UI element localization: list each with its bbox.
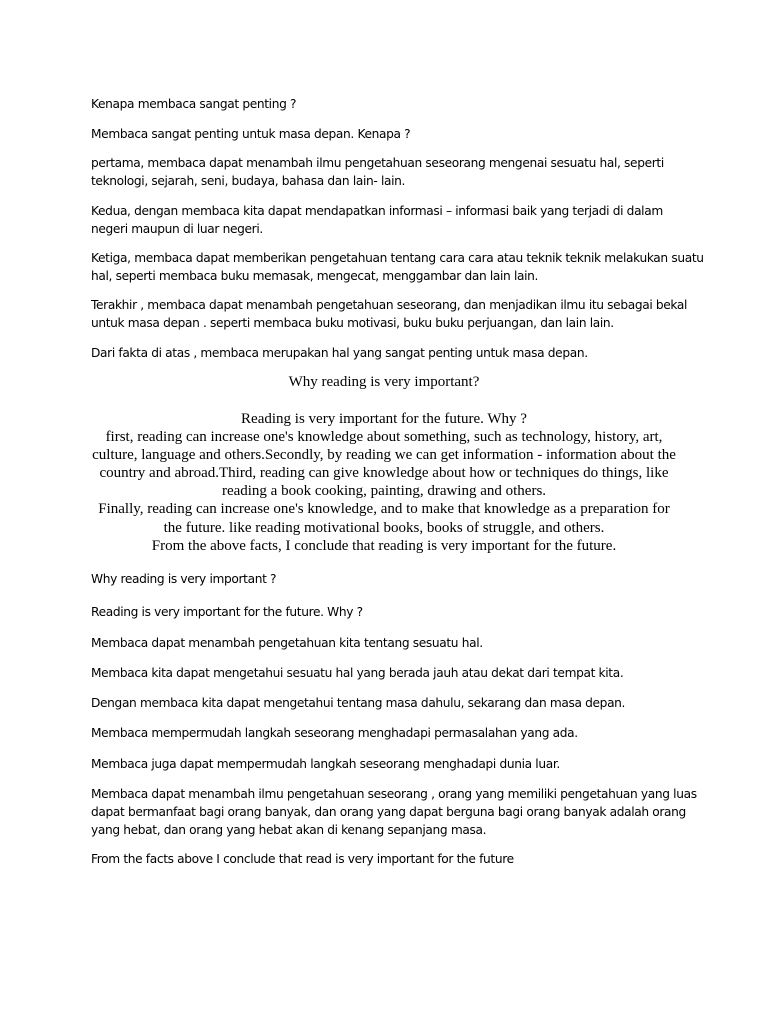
paragraph-line: Terakhir , membaca dapat menambah pengetahuan seseorang, dan menjadikan ilmu itu sebagai bekal [91, 298, 688, 312]
english-line: the future. like reading motivational books, books of struggle, and others. [163, 519, 605, 536]
paragraph-line: hal, seperti membaca buku memasak, mengecat, menggambar dan lain lain. [91, 269, 539, 283]
indonesian-paragraph-2 [91, 202, 691, 238]
indonesian-intro: Membaca sangat penting untuk masa depan. Kenapa ? [91, 127, 411, 141]
paragraph-line: Membaca dapat menambah ilmu pengetahuan seseorang , orang yang memiliki pengetahuan yang luas [91, 787, 697, 801]
second-section-paragraph-1: Membaca dapat menambah pengetahuan kita tentang sesuatu hal. [91, 636, 483, 650]
english-line: country and abroad.Third, reading can give knowledge about how or techniques do things, like [99, 465, 669, 482]
second-section-conclusion: From the facts above I conclude that read is very important for the future [91, 852, 514, 866]
english-line: From the above facts, I conclude that reading is very important for the future. [151, 537, 617, 554]
second-section-title: Why reading is very important ? [91, 572, 277, 586]
paragraph-line: pertama, membaca dapat menambah ilmu pengetahuan seseorang mengenai sesuatu hal, seperti [91, 156, 664, 170]
paragraph-line: untuk masa depan . seperti membaca buku motivasi, buku buku perjuangan, dan lain lain. [91, 316, 614, 330]
english-title: Why reading is very important? [288, 374, 480, 390]
english-line: culture, language and others.Secondly, by reading we can get information - information about the [92, 447, 676, 464]
second-section-paragraph-3: Dengan membaca kita dapat mengetahui tentang masa dahulu, sekarang dan masa depan. [91, 696, 626, 710]
second-section-paragraph-6 [91, 785, 697, 839]
paragraph-line: Ketiga, membaca dapat memberikan pengetahuan tentang cara cara atau teknik teknik melakukan suatu [91, 251, 704, 265]
english-line: first, reading can increase one's knowledge about something, such as technology, history, art, [105, 429, 663, 446]
indonesian-paragraph-3 [91, 249, 704, 285]
english-paragraph-block [84, 410, 684, 555]
indonesian-conclusion: Dari fakta di atas , membaca merupakan hal yang sangat penting untuk masa depan. [91, 346, 588, 360]
paragraph-line: yang hebat, dan orang yang hebat akan di kenang sepanjang masa. [91, 823, 487, 837]
second-section-paragraph-5: Membaca juga dapat mempermudah langkah seseorang menghadapi dunia luar. [91, 757, 560, 771]
english-line: reading a book cooking, painting, drawing and others. [221, 483, 547, 500]
english-line: Reading is very important for the future. Why ? [241, 411, 527, 427]
paragraph-line: dapat bermanfaat bagi orang banyak, dan orang yang dapat berguna bagi orang banyak adalah orang [91, 805, 686, 819]
indonesian-title: Kenapa membaca sangat penting ? [91, 97, 297, 111]
indonesian-paragraph-1 [91, 154, 691, 190]
second-section-paragraph-4: Membaca mempermudah langkah seseorang menghadapi permasalahan yang ada. [91, 726, 578, 740]
english-line: Finally, reading can increase one's knowledge, and to make that knowledge as a preparation for [98, 501, 670, 518]
paragraph-line: Kedua, dengan membaca kita dapat mendapatkan informasi – informasi baik yang terjadi di dalam [91, 204, 663, 218]
second-section-intro: Reading is very important for the future. Why ? [91, 605, 363, 619]
paragraph-line: negeri maupun di luar negeri. [91, 222, 263, 236]
second-section-paragraph-2: Membaca kita dapat mengetahui sesuatu hal yang berada jauh atau dekat dari tempat kita. [91, 666, 624, 680]
indonesian-paragraph-4 [91, 296, 691, 332]
paragraph-line: teknologi, sejarah, seni, budaya, bahasa dan lain- lain. [91, 174, 406, 188]
